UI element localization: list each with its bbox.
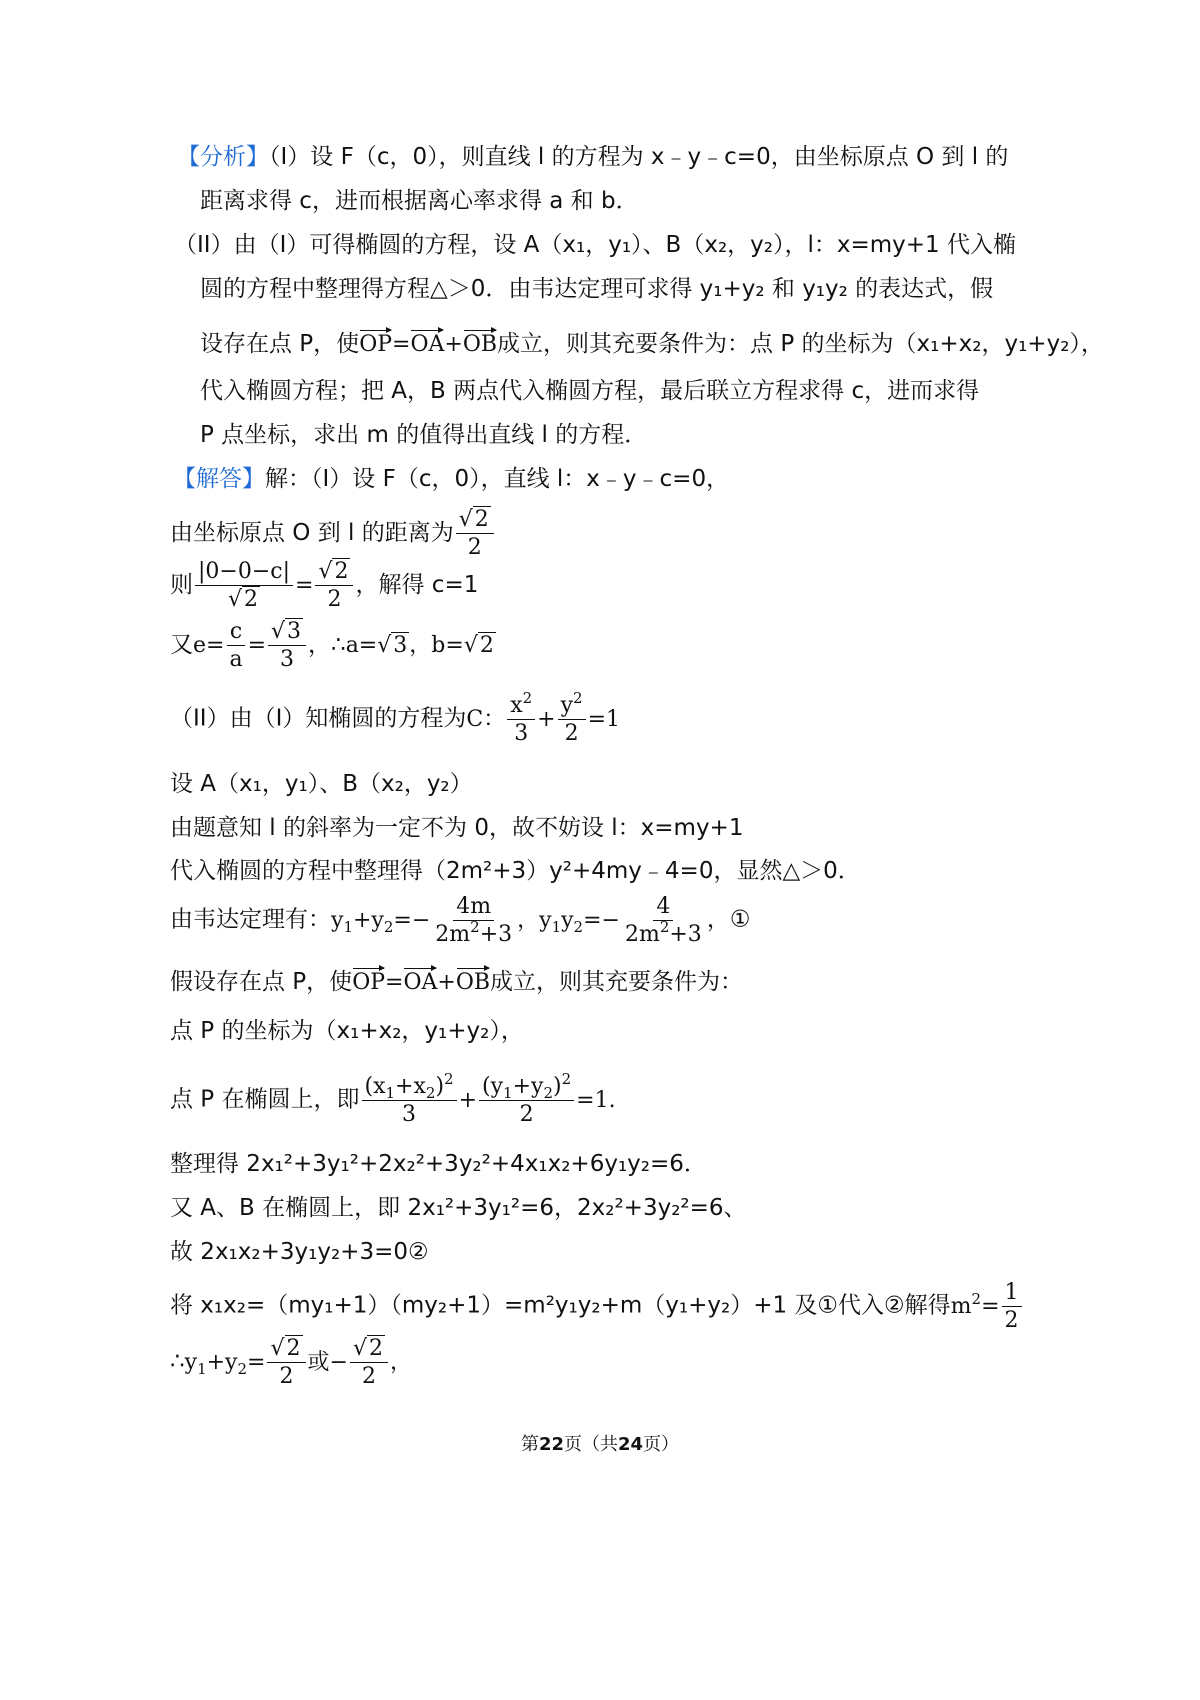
m-squared-result: $m^2=$ $\frac{1}{2}$ (951, 1294, 1024, 1319)
solution-line-13: 整理得 2x₁²+3y₁²+2x₂²+3y₂²+4x₁x₂+6y₁y₂=6． (170, 1151, 707, 1177)
a-b-values: a=√3，b=√2 (345, 633, 494, 659)
solution-text: （II）由（I）知椭圆的方程为 (170, 705, 467, 732)
footer-text: 第 (520, 1434, 539, 1455)
page-footer (0, 1436, 1200, 1454)
analysis-line-1 (177, 146, 1008, 169)
solution-text: 假设存在点 P，使 (170, 969, 353, 995)
solution-line-7: 由题意知 l 的斜率为一定不为 0，故不妨设 l：x=my+1 (170, 815, 744, 841)
vieta-formulas: $y_1+y_2=-$ $\frac{4m}{2m^2+3}$ ，$y_1y_2=-$ $\frac{4}{2m^2+3}$ (331, 894, 702, 948)
solution-text: 点 P 在椭圆上，即 (170, 1086, 360, 1113)
solution-line-4: 又e= $\frac{c}{a}$ = $\frac{√3}{3}$ ，∴a=√3，b=√2 (170, 619, 494, 673)
solution-line-5 (170, 689, 621, 747)
solution-text: 又 (170, 632, 193, 659)
fraction-sqrt2-over-2: $\frac{√2}{2}$ (315, 560, 353, 611)
solution-tag: 【解答】 (173, 466, 265, 492)
solution-line-14: 又 A、B 在椭圆上，即 2x₁²+3y₁²=6，2x₂²+3y₂²=6、 (170, 1195, 747, 1221)
solution-line-8: 代入椭圆的方程中整理得（2m²+3）y²+4my﹣4=0，显然△＞0． (170, 858, 861, 884)
vector-equation: OP=OA+OB (352, 970, 490, 995)
analysis-text: 设存在点 P，使 (200, 331, 360, 357)
solution-text: ，① (706, 906, 751, 933)
solution-text: 由韦达定理有： (170, 906, 331, 933)
solution-line-12 (170, 1070, 616, 1128)
total-pages: 24 (618, 1434, 644, 1455)
solution-line-15: 故 2x₁x₂+3y₁y₂+3=0② (170, 1239, 429, 1265)
solution-text: 成立，则其充要条件为： (490, 969, 744, 995)
analysis-line-2: 距离求得 c，进而根据离心率求得 a 和 b． (200, 188, 639, 214)
solution-line-9 (170, 895, 750, 946)
fraction-sqrt2-over-2: $\frac{√2}{2}$ (456, 508, 494, 559)
solution-line-2 (170, 508, 496, 559)
fraction-c-over-a: $\frac{c}{a}$ (226, 620, 245, 671)
fraction-sqrt3-over-3: $\frac{√3}{3}$ (268, 620, 306, 671)
solution-line-16 (170, 1281, 1024, 1332)
ellipse-equation: C： $\frac{x^2}{3}$ + $\frac{y^2}{2}$ =1 (466, 689, 621, 747)
solution-text: 则 (170, 572, 193, 599)
solution-text: ，解得 c=1 (355, 572, 479, 599)
vector-equation: OP=OA+OB (359, 332, 497, 357)
ellipse-condition: $\frac{(x_1+x_2)^2}{3}$ + $\frac{(y_1+y_2)^2}{2}$ =1. (360, 1088, 616, 1113)
analysis-line-6: 代入椭圆方程；把 A，B 两点代入椭圆方程，最后联立方程求得 c，进而求得 (200, 378, 980, 404)
solution-text: 由坐标原点 O 到 l 的距离为 (170, 520, 454, 547)
solution-text: 将 x₁x₂=（my₁+1）（my₂+1）=m²y₁y₂+m（y₁+y₂）+1 及①代入②解得 (170, 1292, 951, 1319)
footer-text: 页（共 (564, 1434, 618, 1455)
solution-line-1 (173, 468, 729, 491)
analysis-line-4: 圆的方程中整理得方程△＞0．由韦达定理可求得 y₁+y₂ 和 y₁y₂ 的表达式，假 (200, 276, 994, 302)
solution-line-17 (170, 1337, 412, 1388)
footer-text: 页） (643, 1434, 680, 1455)
solution-line-3: 则 $\frac{|0-0-c|}{√2}$ = $\frac{√2}{2}$ ，解得 c=1 (170, 559, 479, 613)
solution-line-11: 点 P 的坐标为（x₁+x₂，y₁+y₂）， (170, 1018, 524, 1044)
analysis-tag: 【分析】 (177, 144, 269, 170)
analysis-text: 成立，则其充要条件为：点 P 的坐标为（x₁+x₂，y₁+y₂）， (497, 331, 1104, 357)
solution-text: ，∴ (308, 632, 346, 659)
solution-text: ∴ (170, 1348, 185, 1375)
solution-text: 解：（I）设 F（c，0），直线 l：x﹣y﹣c=0， (265, 466, 730, 492)
analysis-text: （I）设 F（c，0），则直线 l 的方程为 x﹣y﹣c=0，由坐标原点 O 到 l 的 (269, 144, 1009, 170)
y-sum-result: $y_1+y_2=$ $\frac{√2}{2}$ 或− $\frac{√2}{2}$ ， (184, 1336, 412, 1390)
solution-line-6: 设 A（x₁，y₁）、B（x₂，y₂） (170, 771, 473, 797)
distance-fraction: $\frac{|0-0-c|}{√2}$ (195, 560, 293, 611)
analysis-line-7: P 点坐标，求出 m 的值得出直线 l 的方程． (200, 422, 648, 448)
analysis-line-5 (200, 328, 1104, 356)
solution-line-10 (170, 966, 743, 994)
analysis-line-3: （II）由（I）可得椭圆的方程，设 A（x₁，y₁）、B（x₂，y₂），l：x=my+1 代入椭 (174, 232, 1017, 258)
page-number: 22 (538, 1434, 564, 1455)
